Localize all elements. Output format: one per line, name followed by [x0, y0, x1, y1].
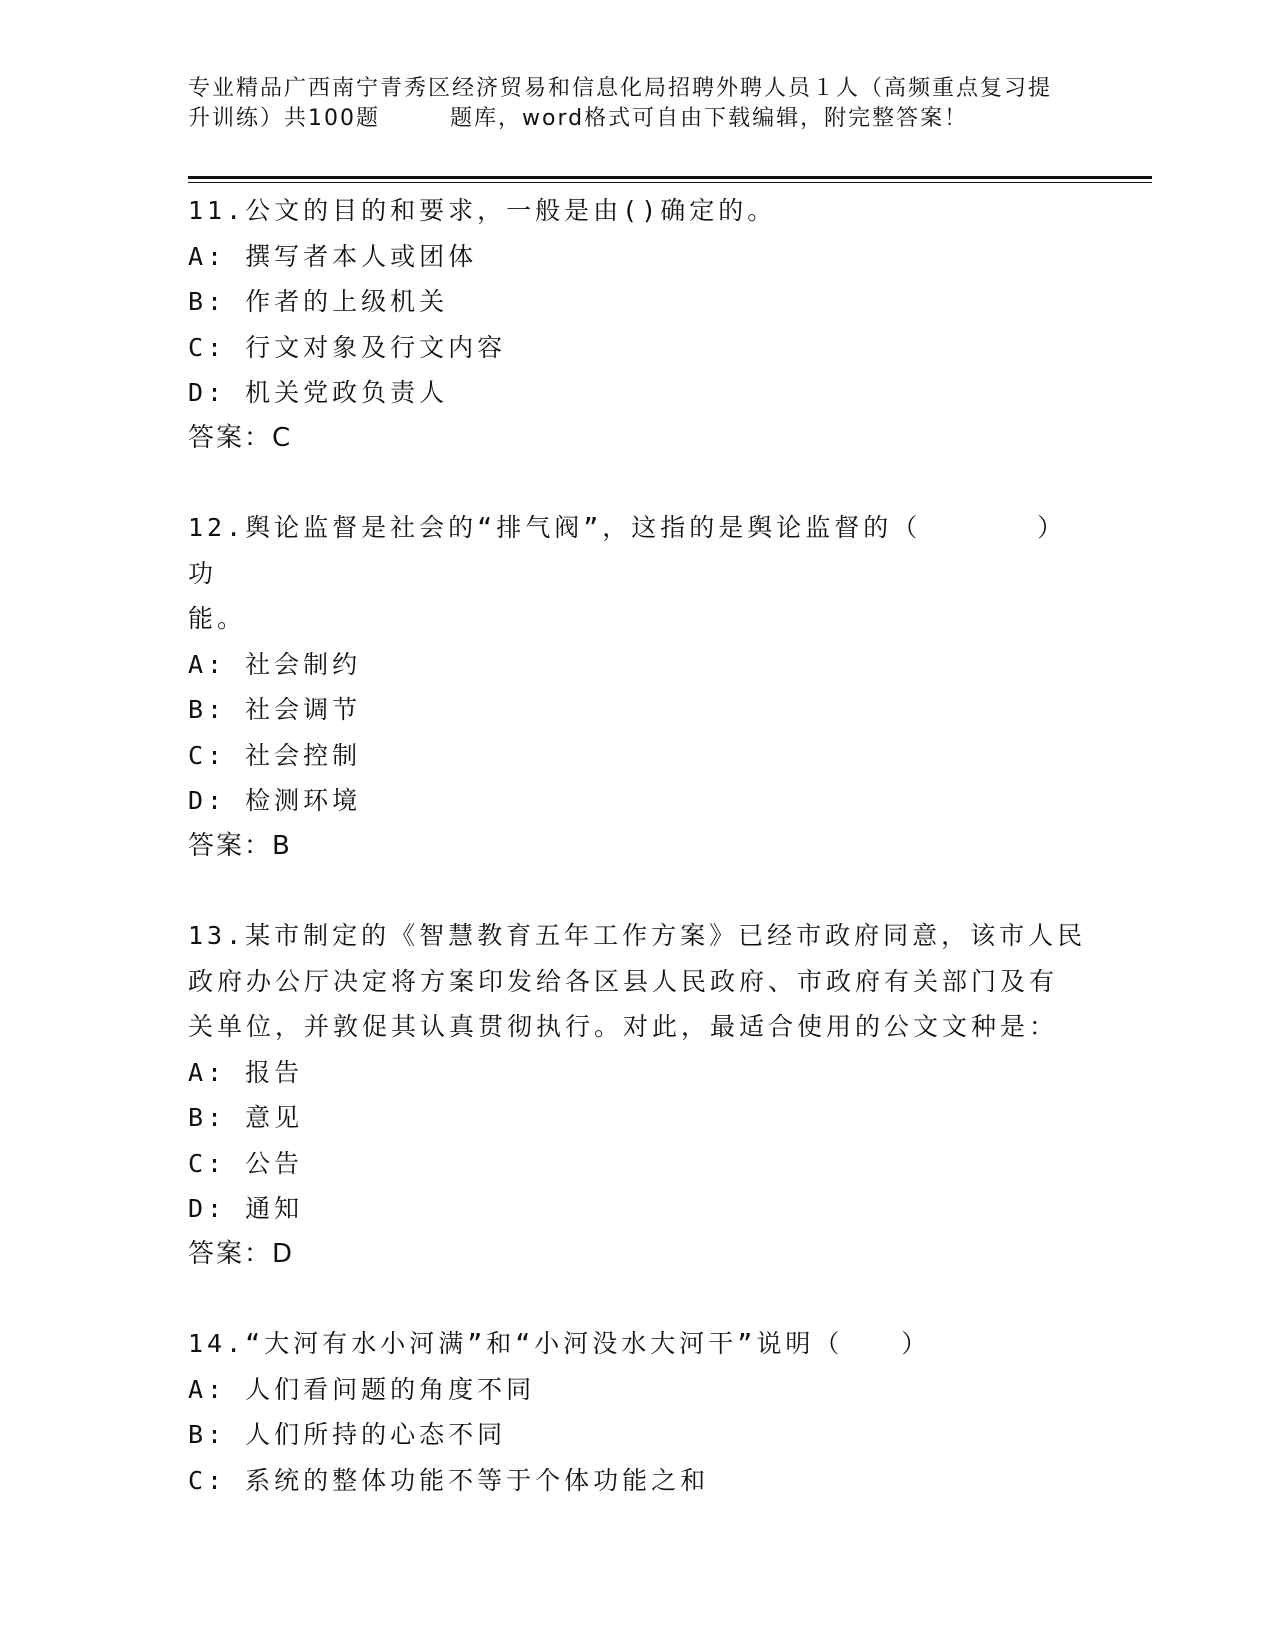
option-b	[188, 687, 1088, 733]
option-a	[188, 1367, 1088, 1413]
option-key: B:	[188, 695, 227, 724]
question-stem-line: 14.“大河有水小河满”和“小河没水大河干”说明（ ）	[188, 1329, 931, 1358]
question-12	[188, 505, 1088, 869]
option-key: B:	[188, 287, 227, 316]
option-text: 社会控制	[245, 740, 362, 770]
option-key: C:	[188, 1148, 227, 1178]
option-text: 机关党政负责人	[245, 378, 449, 407]
document-header	[188, 74, 1108, 134]
option-key: A:	[188, 649, 227, 679]
question-stem-line: 关单位，并敦促其认真贯彻执行。对此，最适合使用的公文文种是：	[188, 1012, 1059, 1041]
answer-line: 答案：C	[188, 422, 293, 453]
option-key: D:	[188, 1194, 227, 1223]
question-stem-line: 政府办公厅决定将方案印发给各区县人民政府、市政府有关部门及有	[188, 966, 1059, 996]
option-b	[188, 1412, 1088, 1458]
option-key: A:	[188, 241, 227, 271]
option-d	[188, 1186, 1088, 1232]
question-list	[188, 188, 1088, 1547]
option-a	[188, 642, 1088, 688]
question-11	[188, 188, 1088, 461]
option-text: 行文对象及行文内容	[245, 332, 507, 362]
option-key: C:	[188, 740, 227, 770]
header-line-2-part-b: 题库，word格式可自由下载编辑，附完整答案！	[450, 106, 969, 131]
question-stem-line: 13.某市制定的《智慧教育五年工作方案》已经市政府同意，该市人民	[188, 921, 1087, 950]
option-b	[188, 279, 1088, 325]
option-key: A:	[188, 1374, 227, 1404]
option-text: 报告	[245, 1057, 304, 1087]
option-key: C:	[188, 1465, 227, 1495]
option-key: D:	[188, 378, 227, 407]
option-text: 系统的整体功能不等于个体功能之和	[245, 1465, 710, 1495]
header-divider-thin	[188, 182, 1152, 183]
option-a	[188, 234, 1088, 280]
option-text: 意见	[245, 1103, 304, 1132]
header-divider-thick	[188, 176, 1152, 179]
option-c	[188, 325, 1088, 371]
header-line-2-part-a: 升训练）共100题	[188, 106, 380, 131]
option-key: B:	[188, 1420, 227, 1449]
option-text: 人们看问题的角度不同	[245, 1374, 536, 1404]
option-key: D:	[188, 786, 227, 815]
question-stem-line: 11.公文的目的和要求，一般是由()确定的。	[188, 196, 777, 225]
option-text: 通知	[245, 1194, 304, 1223]
option-a	[188, 1050, 1088, 1096]
option-text: 作者的上级机关	[245, 287, 449, 316]
option-c	[188, 1458, 1088, 1504]
option-key: C:	[188, 332, 227, 362]
option-key: A:	[188, 1057, 227, 1087]
question-14	[188, 1321, 1088, 1503]
option-text: 撰写者本人或团体	[245, 241, 478, 271]
question-13	[188, 913, 1088, 1277]
option-text: 检测环境	[245, 786, 362, 815]
option-d	[188, 370, 1088, 416]
answer-line: 答案：D	[188, 1238, 295, 1269]
option-c	[188, 1141, 1088, 1187]
option-text: 公告	[245, 1148, 304, 1178]
option-key: B:	[188, 1103, 227, 1132]
option-b	[188, 1095, 1088, 1141]
header-line-2	[188, 104, 1108, 134]
option-text: 社会制约	[245, 649, 362, 679]
option-text: 人们所持的心态不同	[245, 1420, 507, 1449]
answer-line: 答案：B	[188, 830, 292, 861]
option-text: 社会调节	[245, 695, 362, 724]
header-line-1: 专业精品广西南宁青秀区经济贸易和信息化局招聘外聘人员１人（高频重点复习提	[188, 76, 1053, 101]
question-stem-line: 12.舆论监督是社会的“排气阀”，这指的是舆论监督的（ ）功	[188, 513, 1067, 588]
option-c	[188, 733, 1088, 779]
option-d	[188, 778, 1088, 824]
question-stem-line: 能。	[188, 604, 247, 633]
